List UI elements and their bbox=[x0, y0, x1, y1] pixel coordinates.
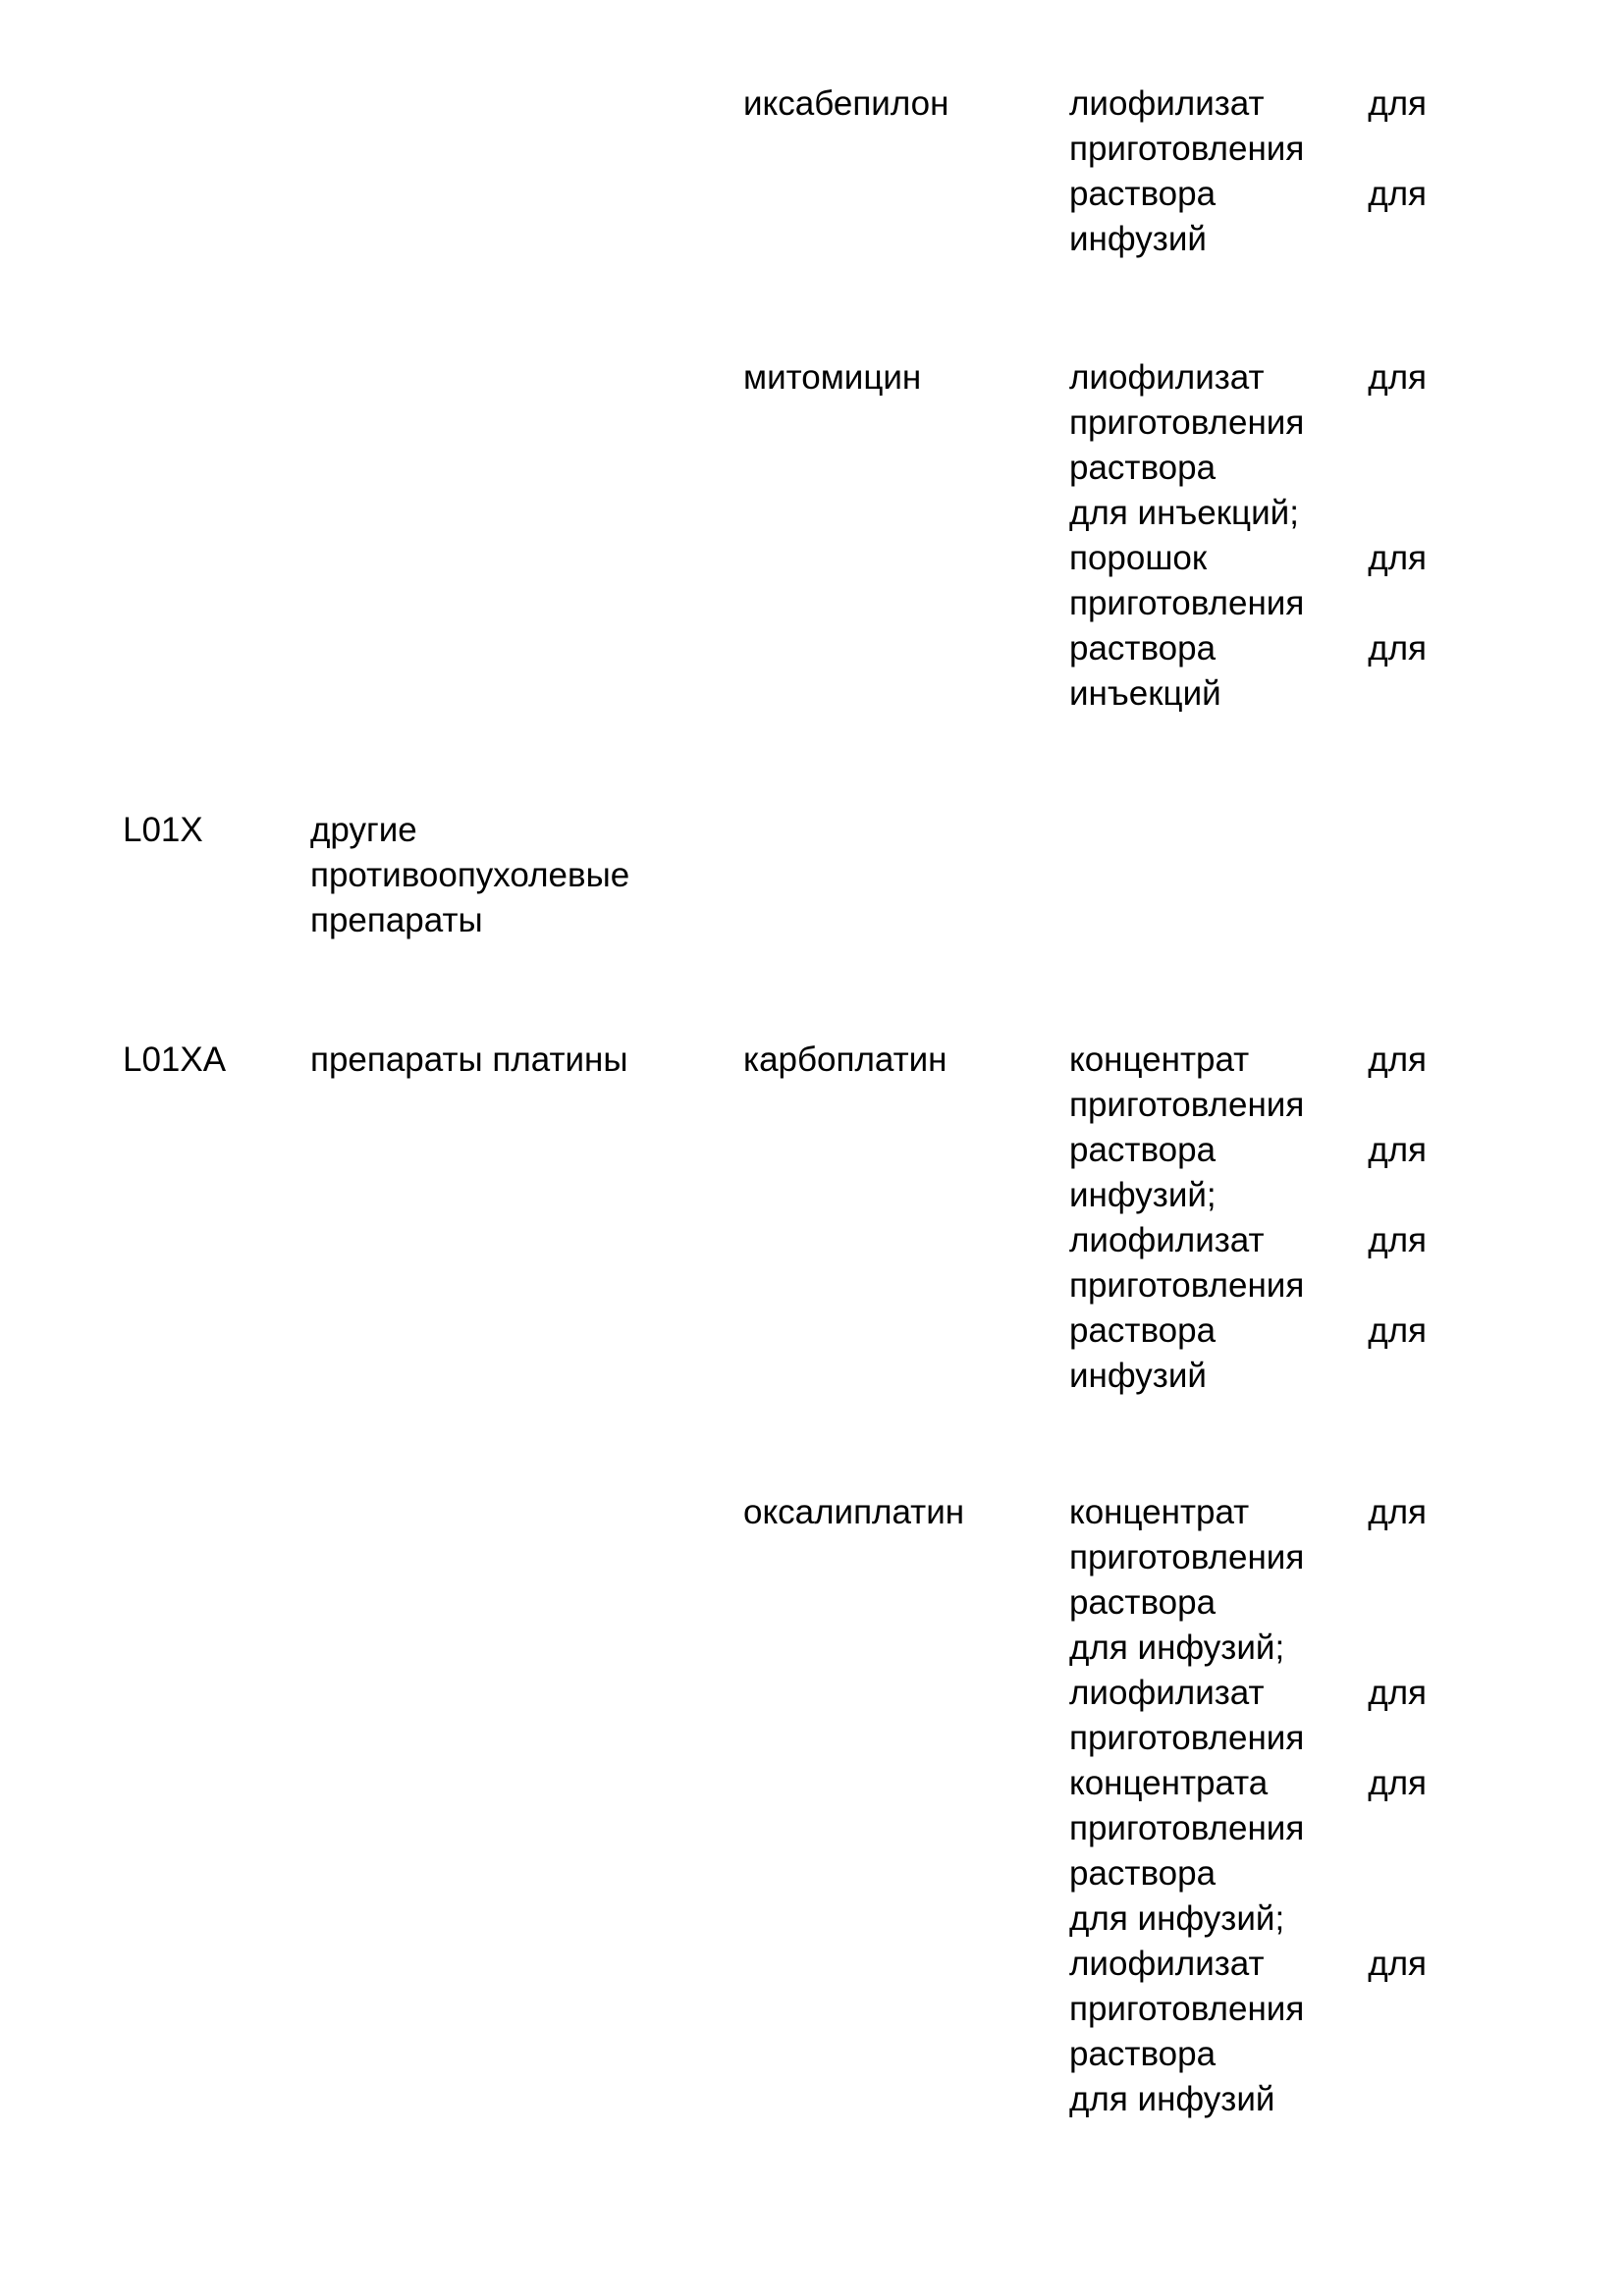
dosage-form bbox=[1069, 1038, 1427, 1399]
drug-name: иксабепилон bbox=[743, 84, 949, 123]
group-line: препараты платины bbox=[310, 1041, 628, 1079]
dosage-form-line: лиофилизат для bbox=[1069, 1221, 1427, 1259]
dosage-form-line: лиофилизат для bbox=[1069, 1945, 1427, 1983]
dosage-form-line: концентрата для bbox=[1069, 1764, 1427, 1802]
dosage-form-line: приготовления bbox=[1069, 1266, 1305, 1305]
dosage-form-line: для инъекций; bbox=[1069, 494, 1299, 532]
drug-name: митомицин bbox=[743, 358, 922, 397]
dosage-form-line: приготовления bbox=[1069, 1809, 1305, 1847]
dosage-form-line: порошок для bbox=[1069, 539, 1427, 577]
dosage-form-line: приготовления bbox=[1069, 584, 1305, 622]
dosage-form-line: приготовления bbox=[1069, 1990, 1305, 2028]
dosage-form-line: инъекций bbox=[1069, 674, 1221, 713]
group-line: противоопухолевые bbox=[310, 856, 630, 894]
dosage-form bbox=[1069, 1490, 1427, 2122]
dosage-form-line: инфузий bbox=[1069, 1357, 1207, 1395]
dosage-form bbox=[1069, 81, 1427, 262]
dosage-form-line: лиофилизат для bbox=[1069, 358, 1427, 397]
dosage-form-line: лиофилизат для bbox=[1069, 1674, 1427, 1712]
dosage-form-line: приготовления bbox=[1069, 130, 1305, 168]
anatomic-group bbox=[310, 1038, 628, 1083]
dosage-form-line: для инфузий; bbox=[1069, 1629, 1285, 1667]
dosage-form-line: раствора для bbox=[1069, 1131, 1427, 1169]
dosage-form-line: лиофилизат для bbox=[1069, 84, 1427, 123]
dosage-form-line: приготовления bbox=[1069, 1719, 1305, 1757]
dosage-form-line: приготовления bbox=[1069, 403, 1305, 442]
atc-code: L01X bbox=[123, 811, 203, 849]
dosage-form-line: инфузий; bbox=[1069, 1176, 1217, 1214]
dosage-form-line: раствора bbox=[1069, 1583, 1217, 1622]
dosage-form-line: приготовления bbox=[1069, 1538, 1305, 1576]
dosage-form-line: раствора для bbox=[1069, 629, 1427, 667]
group-line: другие bbox=[310, 811, 417, 849]
dosage-form-line: приготовления bbox=[1069, 1086, 1305, 1124]
dosage-form-line: раствора bbox=[1069, 1854, 1217, 1893]
atc-code: L01XA bbox=[123, 1041, 227, 1079]
dosage-form-line: концентрат для bbox=[1069, 1041, 1427, 1079]
anatomic-group bbox=[310, 808, 629, 943]
dosage-form-line: инфузий bbox=[1069, 220, 1207, 258]
dosage-form-line: концентрат для bbox=[1069, 1493, 1427, 1531]
dosage-form-line: раствора bbox=[1069, 449, 1217, 487]
dosage-form-line: раствора bbox=[1069, 2035, 1217, 2073]
group-line: препараты bbox=[310, 901, 483, 939]
dosage-form-line: для инфузий; bbox=[1069, 1899, 1285, 1938]
dosage-form-line: раствора для bbox=[1069, 1311, 1427, 1350]
dosage-form bbox=[1069, 355, 1427, 717]
dosage-form-line: раствора для bbox=[1069, 175, 1427, 213]
drug-name: карбоплатин bbox=[743, 1041, 947, 1079]
drug-name: оксалиплатин bbox=[743, 1493, 965, 1531]
dosage-form-line: для инфузий bbox=[1069, 2080, 1275, 2118]
